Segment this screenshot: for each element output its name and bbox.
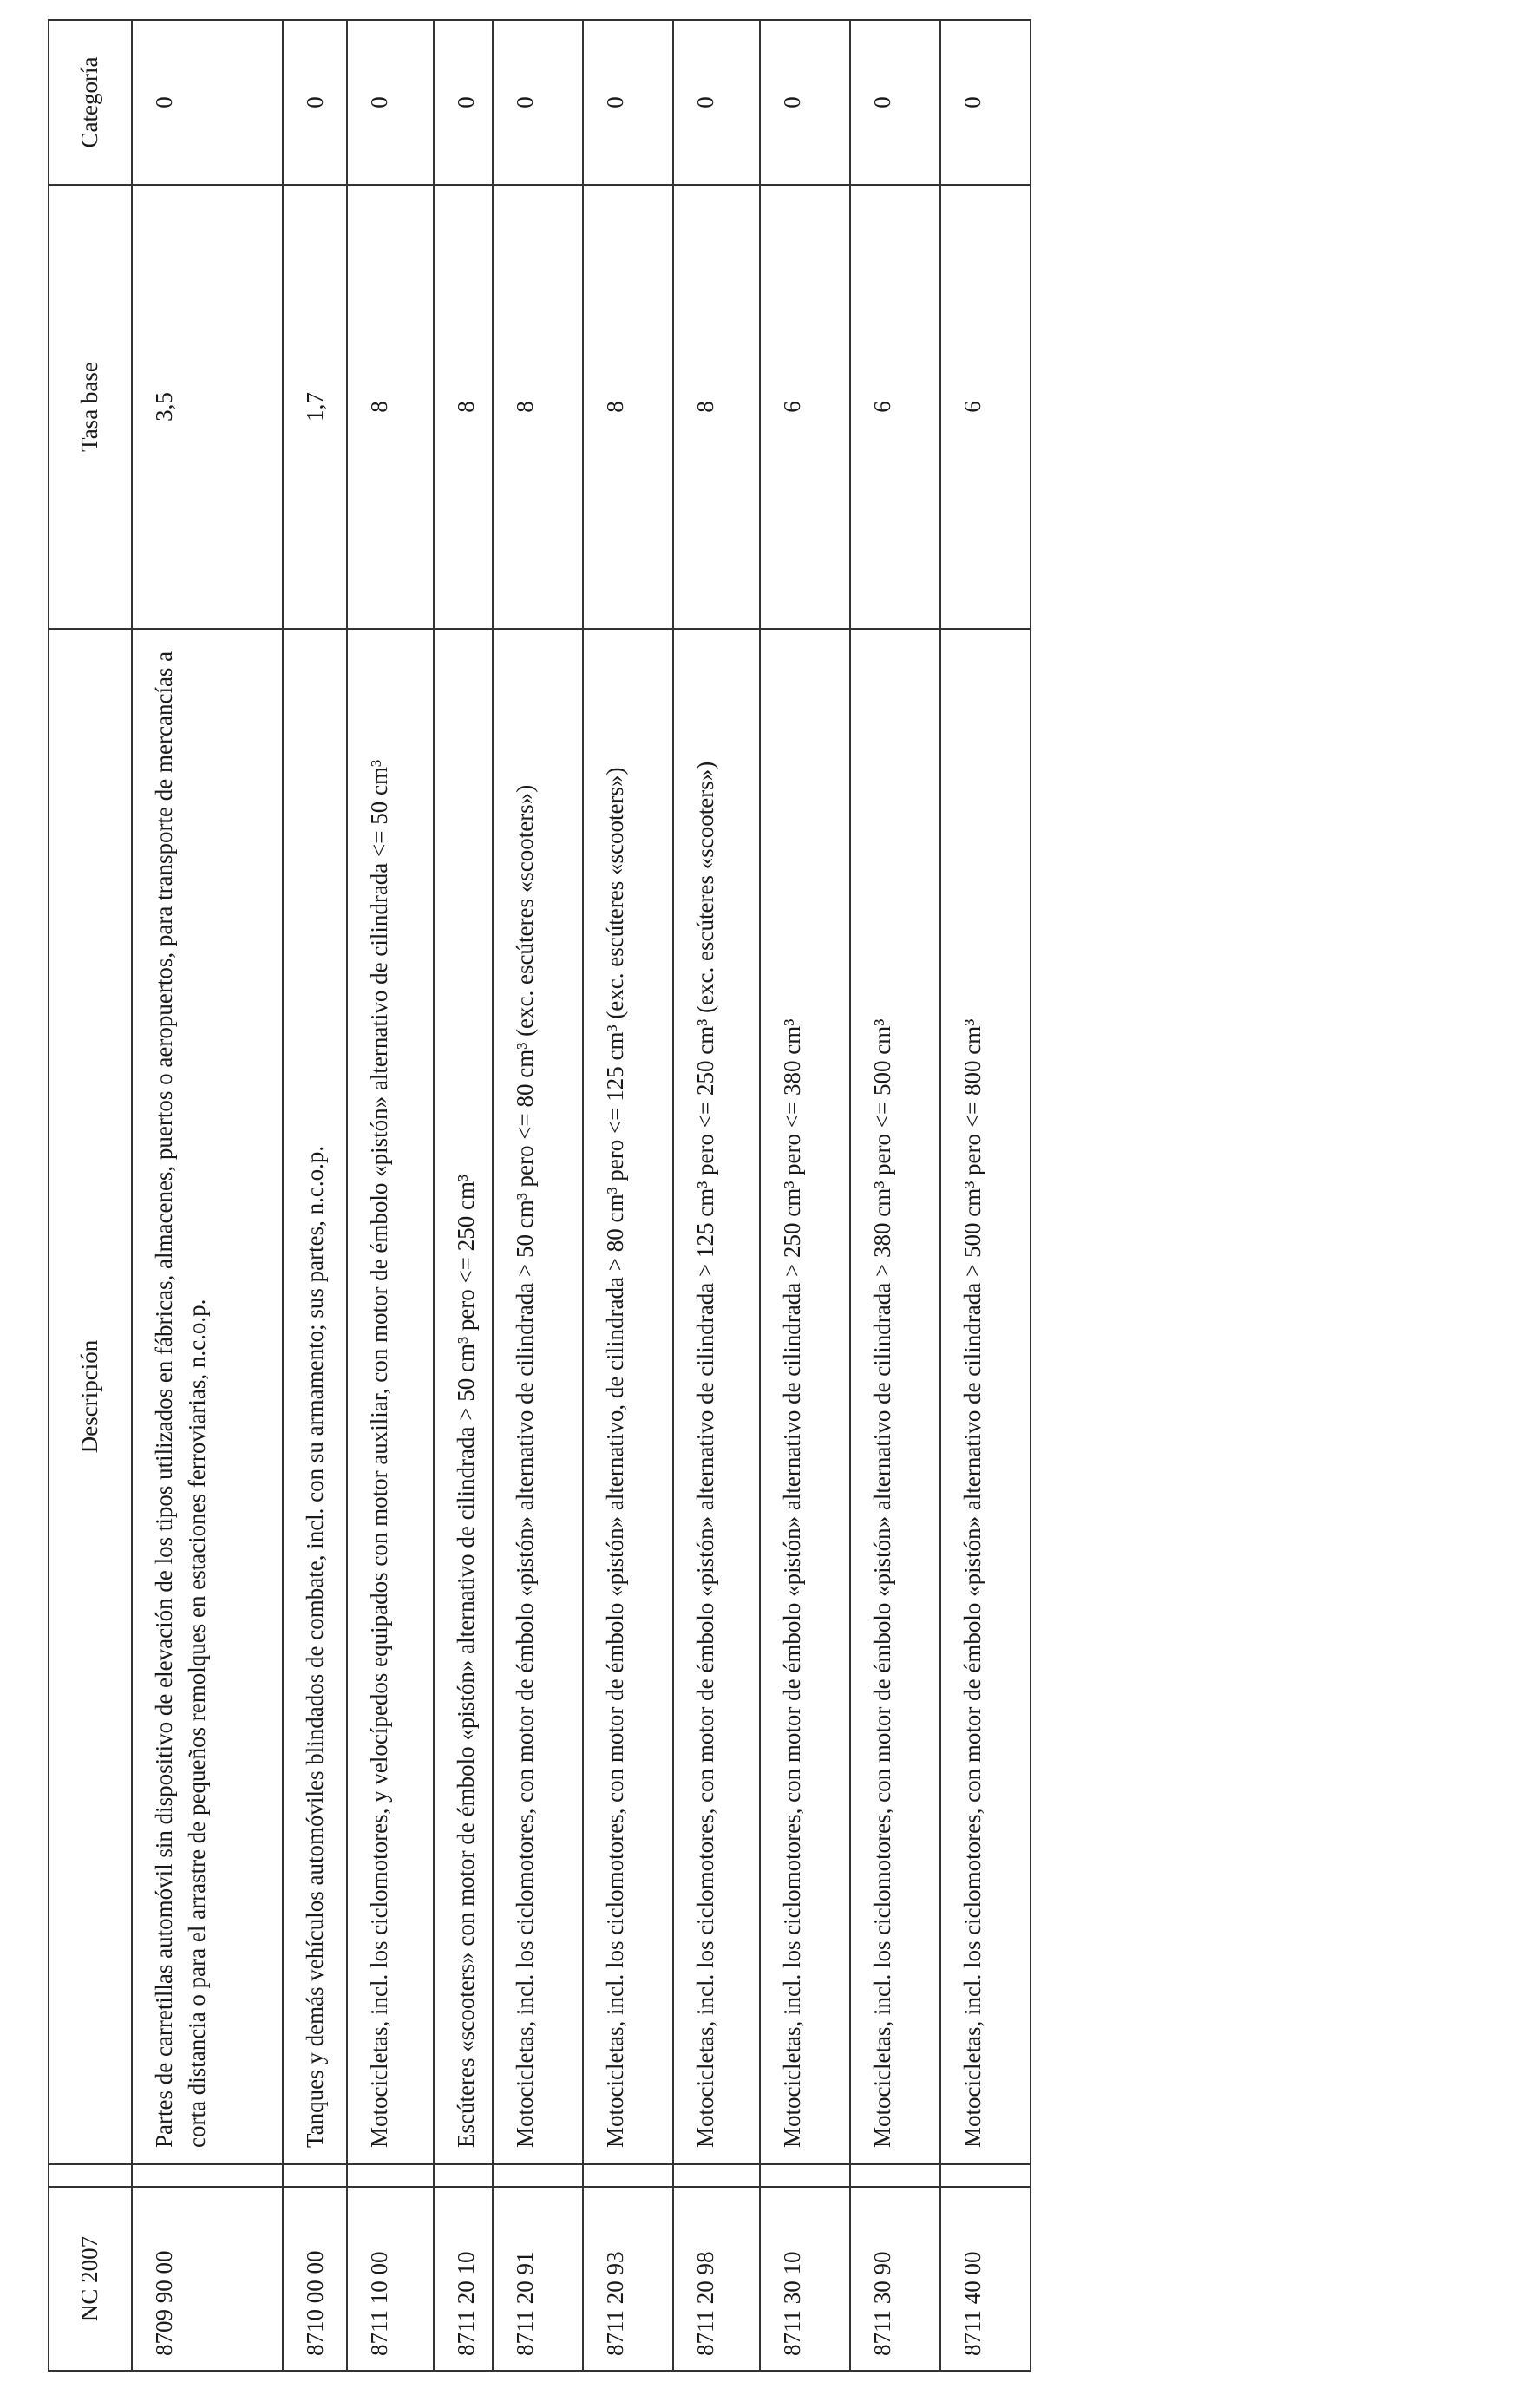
header-descripcion: Descripción <box>49 629 132 2164</box>
cell-base-rate: 8 <box>493 185 583 629</box>
cell-spacer <box>940 2164 1031 2187</box>
table-row <box>132 20 283 2371</box>
cell-description: Motocicletas, incl. los ciclomotores, con motor de émbolo «pistón» alternativo de cilindrada > 125 cm³ pero <= 250 cm³ (exc. escúteres «scooters») <box>673 629 760 2164</box>
table-row <box>940 20 1031 2371</box>
cell-code: 8710 00 00 <box>283 2187 347 2371</box>
cell-category: 0 <box>760 20 850 185</box>
tariff-table <box>48 19 1031 2372</box>
cell-code: 8711 30 10 <box>760 2187 850 2371</box>
table-row <box>583 20 673 2371</box>
cell-description: Motocicletas, incl. los ciclomotores, con motor de émbolo «pistón» alternativo de cilindrada > 50 cm³ pero <= 80 cm³ (exc. escúteres «scooters») <box>493 629 583 2164</box>
cell-description: Motocicletas, incl. los ciclomotores, con motor de émbolo «pistón» alternativo de cilindrada > 500 cm³ pero <= 800 cm³ <box>940 629 1031 2164</box>
table-row <box>434 20 493 2371</box>
cell-description: Motocicletas, incl. los ciclomotores, con motor de émbolo «pistón» alternativo, de cilindrada > 80 cm³ pero <= 125 cm³ (exc. escúteres «scooters») <box>583 629 673 2164</box>
cell-spacer <box>347 2164 434 2187</box>
cell-category: 0 <box>283 20 347 185</box>
cell-base-rate: 8 <box>583 185 673 629</box>
cell-category: 0 <box>673 20 760 185</box>
cell-category: 0 <box>132 20 283 185</box>
cell-base-rate: 6 <box>850 185 940 629</box>
cell-category: 0 <box>434 20 493 185</box>
cell-base-rate: 6 <box>760 185 850 629</box>
cell-code: 8711 10 00 <box>347 2187 434 2371</box>
rotated-page <box>48 21 1028 2372</box>
table-header-row <box>49 20 132 2371</box>
header-spacer <box>49 2164 132 2187</box>
cell-spacer <box>673 2164 760 2187</box>
cell-spacer <box>583 2164 673 2187</box>
cell-base-rate: 1,7 <box>283 185 347 629</box>
cell-description: Partes de carretillas automóvil sin dispositivo de elevación de los tipos utilizados en fábricas, almacenes, puertos o aeropuertos, para transporte de mercancías a corta distancia o para el arrastre de pequeños remolques en estaciones ferroviarias, n.c.o.p. <box>132 629 283 2164</box>
cell-base-rate: 3,5 <box>132 185 283 629</box>
header-categoria: Categoría <box>49 20 132 185</box>
table-row <box>673 20 760 2371</box>
header-tasa-base: Tasa base <box>49 185 132 629</box>
cell-code: 8711 40 00 <box>940 2187 1031 2371</box>
cell-description: Escúteres «scooters» con motor de émbolo «pistón» alternativo de cilindrada > 50 cm³ pero <= 250 cm³ <box>434 629 493 2164</box>
header-nc-2007: NC 2007 <box>49 2187 132 2371</box>
table-row <box>283 20 347 2371</box>
cell-category: 0 <box>583 20 673 185</box>
cell-spacer <box>283 2164 347 2187</box>
cell-base-rate: 8 <box>347 185 434 629</box>
cell-spacer <box>434 2164 493 2187</box>
table-row <box>760 20 850 2371</box>
cell-category: 0 <box>940 20 1031 185</box>
cell-base-rate: 6 <box>940 185 1031 629</box>
cell-category: 0 <box>347 20 434 185</box>
cell-code: 8709 90 00 <box>132 2187 283 2371</box>
cell-spacer <box>850 2164 940 2187</box>
cell-description: Motocicletas, incl. los ciclomotores, y velocípedos equipados con motor auxiliar, con motor de émbolo «pistón» alternativo de cilindrada <= 50 cm³ <box>347 629 434 2164</box>
cell-base-rate: 8 <box>434 185 493 629</box>
cell-code: 8711 20 10 <box>434 2187 493 2371</box>
cell-spacer <box>493 2164 583 2187</box>
table-row <box>347 20 434 2371</box>
cell-description: Motocicletas, incl. los ciclomotores, con motor de émbolo «pistón» alternativo de cilindrada > 250 cm³ pero <= 380 cm³ <box>760 629 850 2164</box>
cell-spacer <box>760 2164 850 2187</box>
cell-base-rate: 8 <box>673 185 760 629</box>
cell-category: 0 <box>850 20 940 185</box>
cell-code: 8711 20 91 <box>493 2187 583 2371</box>
cell-category: 0 <box>493 20 583 185</box>
cell-spacer <box>132 2164 283 2187</box>
table-row <box>850 20 940 2371</box>
cell-code: 8711 20 98 <box>673 2187 760 2371</box>
cell-description: Tanques y demás vehículos automóviles blindados de combate, incl. con su armamento; sus partes, n.c.o.p. <box>283 629 347 2164</box>
cell-code: 8711 20 93 <box>583 2187 673 2371</box>
cell-code: 8711 30 90 <box>850 2187 940 2371</box>
cell-description: Motocicletas, incl. los ciclomotores, con motor de émbolo «pistón» alternativo de cilindrada > 380 cm³ pero <= 500 cm³ <box>850 629 940 2164</box>
table-row <box>493 20 583 2371</box>
